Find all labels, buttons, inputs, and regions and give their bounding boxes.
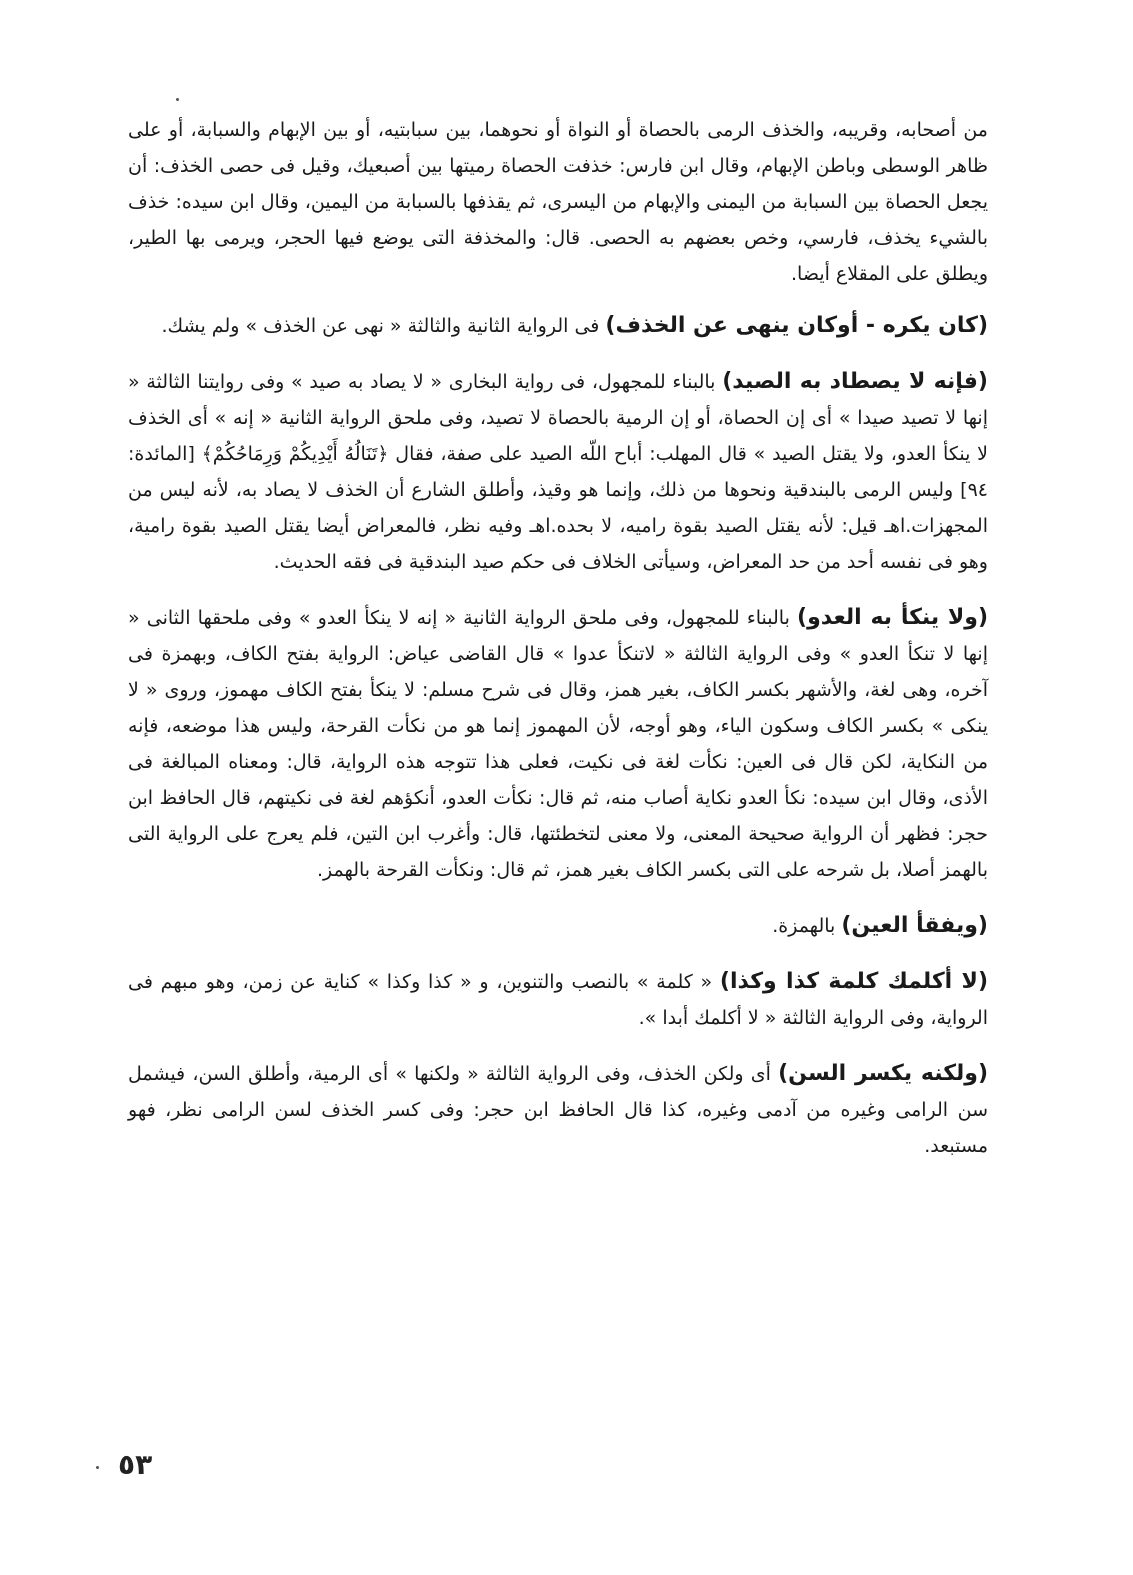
paragraph-3-lemma: (فإنه لا يصطاد به الصيد) [722, 369, 988, 394]
paragraph-5 [128, 908, 988, 944]
paragraph-6 [128, 964, 988, 1036]
paragraph-3-text: بالبناء للمجهول، فى رواية البخارى « لا يصاد به صيد » وفى روايتنا الثالثة « إنها لا تصيد صيدا » أى إن الحصاة، أو إن الرمية بالحصاة لا تصيد، وفى ملحق الرواية الثانية « إنه » أى الخذف لا ينكأ العدو، ولا يقتل الصيد » قال المهلب: أباح اللّه الصيد على صفة، فقال ﴿تَنَالُهُ أَيْدِيكُمْ وَرِمَاحُكُمْ﴾ [المائدة: ٩٤] وليس الرمى بالبندقية ونحوها من ذلك، وإنما هو وقيذ، وأطلق الشارع أن الخذف لا يصاد به، لأنه ليس من المجهزات.اهـ قيل: لأنه يقتل الصيد بقوة راميه، لا بحده.اهـ وفيه نظر، فالمعراض أيضا يقتل الصيد بقوة رامية، وهو فى نفسه أحد من حد المعراض، وسيأتى الخلاف فى حكم صيد البندقية فى فقه الحديث. [128, 371, 988, 573]
paragraph-5-text: بالهمزة. [772, 915, 842, 937]
paragraph-4-text: بالبناء للمجهول، وفى ملحق الرواية الثانية « إنه لا ينكأ العدو » وفى ملحقها الثانى « إنها لا تنكأ العدو » وفى الرواية الثالثة « لاتنكأ عدوا » قال القاضى عياض: الرواية بفتح الكاف، وبهمزة فى آخره، وهى لغة، والأشهر بكسر الكاف، بغير همز، وقال فى شرح مسلم: لا ينكأ بفتح الكاف مهموز، وروى « لا ينكى » بكسر الكاف وسكون الياء، وهو أوجه، لأن المهموز إنما هو من نكأت القرحة، وليس هذا موضعه، فإنه من النكاية، لكن قال فى العين: نكأت لغة فى نكيت، فعلى هذا تتوجه هذه الرواية، قال: ومعناه المبالغة فى الأذى، وقال ابن سيده: نكأ العدو نكاية أصاب منه، ثم قال: نكأت العدو، أنكؤهم لغة فى نكيتهم، قال الحافظ ابن حجر: فظهر أن الرواية صحيحة المعنى، ولا معنى لتخطئتها، قال: وأغرب ابن التين، فلم يعرج على الرواية التى بالهمز أصلا، بل شرحه على التى بكسر الكاف بغير همز، ثم قال: ونكأت القرحة بالهمز. [128, 607, 988, 881]
paragraph-1-text: من أصحابه، وقريبه، والخذف الرمى بالحصاة أو النواة أو نحوهما، بين سبابتيه، أو بين الإبهام والسبابة، أو على ظاهر الوسطى وباطن الإبهام، وقال ابن فارس: خذفت الحصاة رميتها بين أصبعيك، وقيل فى حصى الخذف: أن يجعل الحصاة بين السبابة من اليمنى والإبهام من اليسرى، ثم يقذفها بالسبابة من اليمين، وقال ابن سيده: خذف بالشيء يخذف، فارسي، وخص بعضهم به الحصى. قال: والمخذفة التى يوضع فيها الحجر، ويرمى بها الطير، ويطلق على المقلاع أيضا. [128, 119, 988, 285]
scan-mark-bottom [96, 1466, 99, 1469]
paragraph-6-lemma: (لا أكلمك كلمة كذا وكذا) [719, 969, 988, 994]
scan-mark-top [176, 98, 179, 101]
document-body [128, 112, 988, 1184]
paragraph-2-text: فى الرواية الثانية والثالثة « نهى عن الخذف » ولم يشك. [161, 315, 606, 337]
paragraph-5-lemma: (ويفقأ العين) [841, 913, 988, 938]
paragraph-2 [128, 308, 988, 344]
paragraph-6-text: « كلمة » بالنصب والتنوين، و « كذا وكذا » كناية عن زمن، وهو مبهم فى الرواية، وفى الرواية الثالثة « لا أكلمك أبدا ». [128, 971, 988, 1029]
paragraph-1 [128, 112, 988, 292]
paragraph-4-lemma: (ولا ينكأ به العدو) [797, 605, 988, 630]
paragraph-3 [128, 364, 988, 580]
paragraph-2-lemma: (كان يكره - أوكان ينهى عن الخذف) [605, 313, 988, 338]
paragraph-7 [128, 1056, 988, 1164]
paragraph-7-lemma: (ولكنه يكسر السن) [778, 1061, 989, 1086]
page-number: ٥٣ [118, 1448, 153, 1481]
paragraph-4 [128, 600, 988, 888]
paragraph-7-text: أى ولكن الخذف، وفى الرواية الثالثة « ولكنها » أى الرمية، وأطلق السن، فيشمل سن الرامى وغيره من آدمى وغيره، كذا قال الحافظ ابن حجر: وفى كسر الخذف لسن الرامى نظر، فهو مستبعد. [128, 1063, 988, 1157]
